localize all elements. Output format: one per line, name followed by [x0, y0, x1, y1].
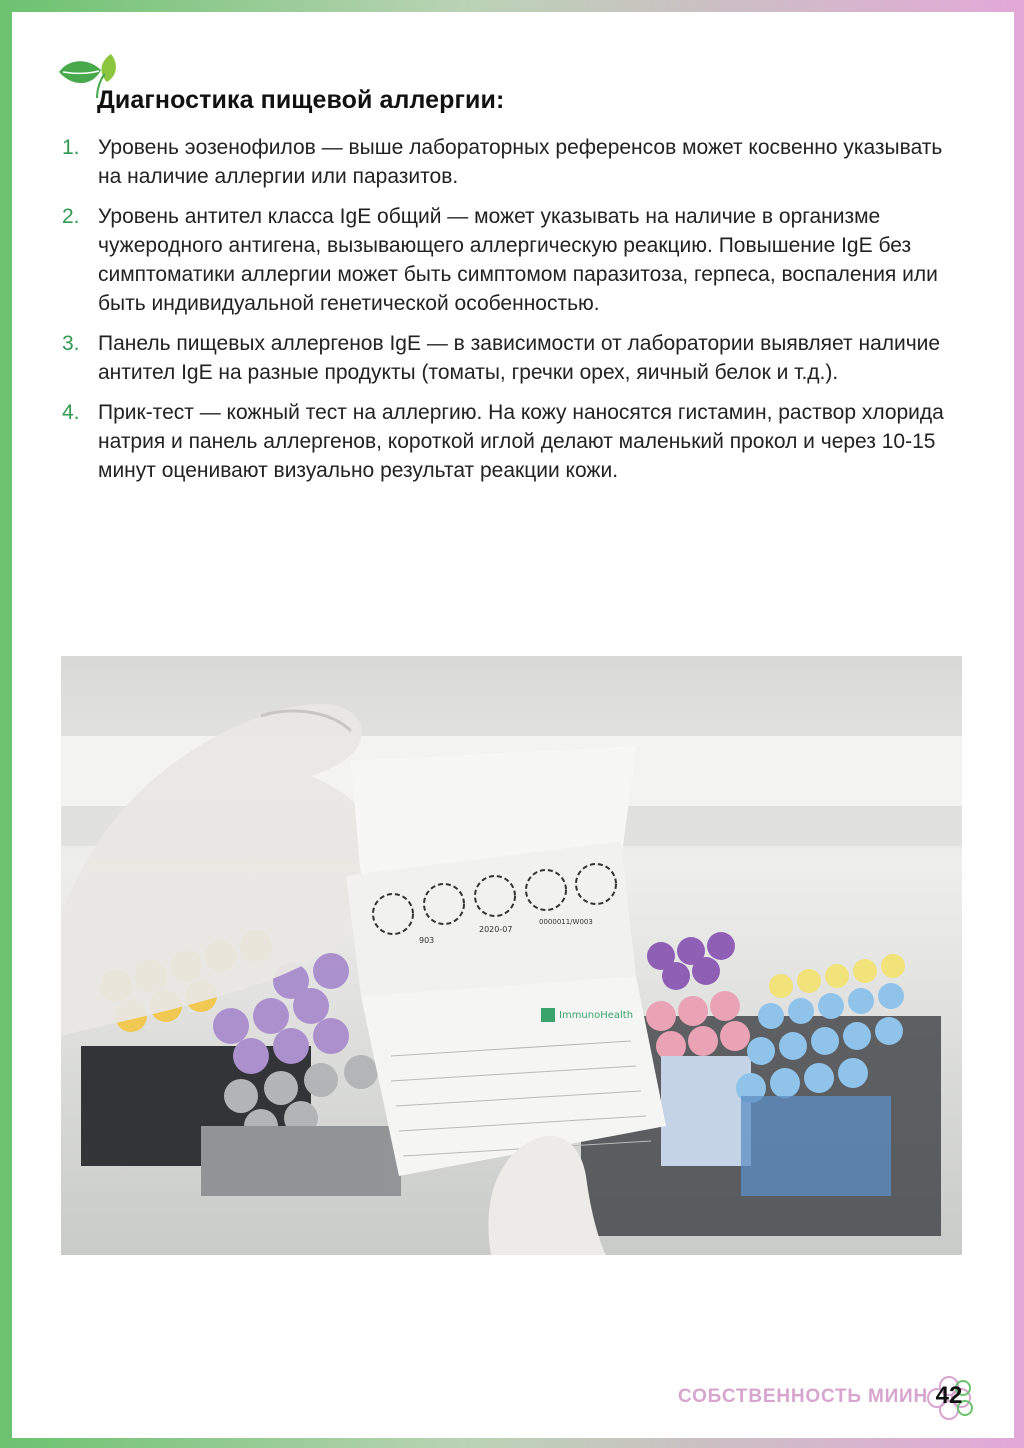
footer-brand: СОБСТВЕННОСТЬ МИИН: [678, 1386, 928, 1407]
page-number-badge: [925, 1376, 977, 1420]
list-item-text: Уровень антител класса IgE общий — может указывать на наличие в организме чужеродного антигена, вызывающего аллергическую реакцию. Повышение IgE без симптоматики аллергии может быть симптомом паразитоза, герпеса, воспаления или быть индивидуальной генетической особенностью.: [98, 205, 938, 315]
list-item-number: 3.: [62, 332, 80, 355]
list-item-text: Панель пищевых аллергенов IgE — в зависимости от лаборатории выявляет наличие антител IgE на разные продукты (томаты, гречки орех, яичный белок и т.д.).: [98, 332, 941, 384]
card-brand-logo: ImmunoHealth: [559, 1010, 634, 1021]
list-item: [62, 202, 962, 318]
frame-bottom-border: [0, 1438, 1024, 1448]
list-item-number: 1.: [62, 136, 80, 159]
list-item: [62, 398, 962, 485]
list-item-text: Прик-тест — кожный тест на аллергию. На кожу наносятся гистамин, раствор хлорида натрия и панель аллергенов, короткой иглой делают маленький прокол и через 10-15 минут оценивают визуально результат реакции кожи.: [98, 401, 944, 482]
list-item-number: 4.: [62, 401, 80, 424]
card-expiry-date: 2020-07: [479, 925, 513, 934]
page-heading: Диагностика пищевой аллергии:: [97, 86, 505, 114]
frame-right-border: [1014, 0, 1024, 1448]
allergy-test-photo: [61, 656, 962, 1255]
frame-left-border: [0, 0, 12, 1448]
card-serial: 0000011/W003: [539, 918, 593, 926]
card-lot-number: 903: [419, 936, 435, 945]
photo-illustration: [61, 656, 962, 1255]
page-number: 42: [935, 1382, 963, 1409]
list-item-number: 2.: [62, 205, 80, 228]
list-item-text: Уровень эозенофилов — выше лабораторных референсов может косвенно указывать на наличие аллергии или паразитов.: [98, 136, 943, 188]
list-item: [62, 133, 962, 191]
frame-top-border: [0, 0, 1024, 12]
list-item: [62, 329, 962, 387]
diagnostics-list: [62, 133, 962, 496]
